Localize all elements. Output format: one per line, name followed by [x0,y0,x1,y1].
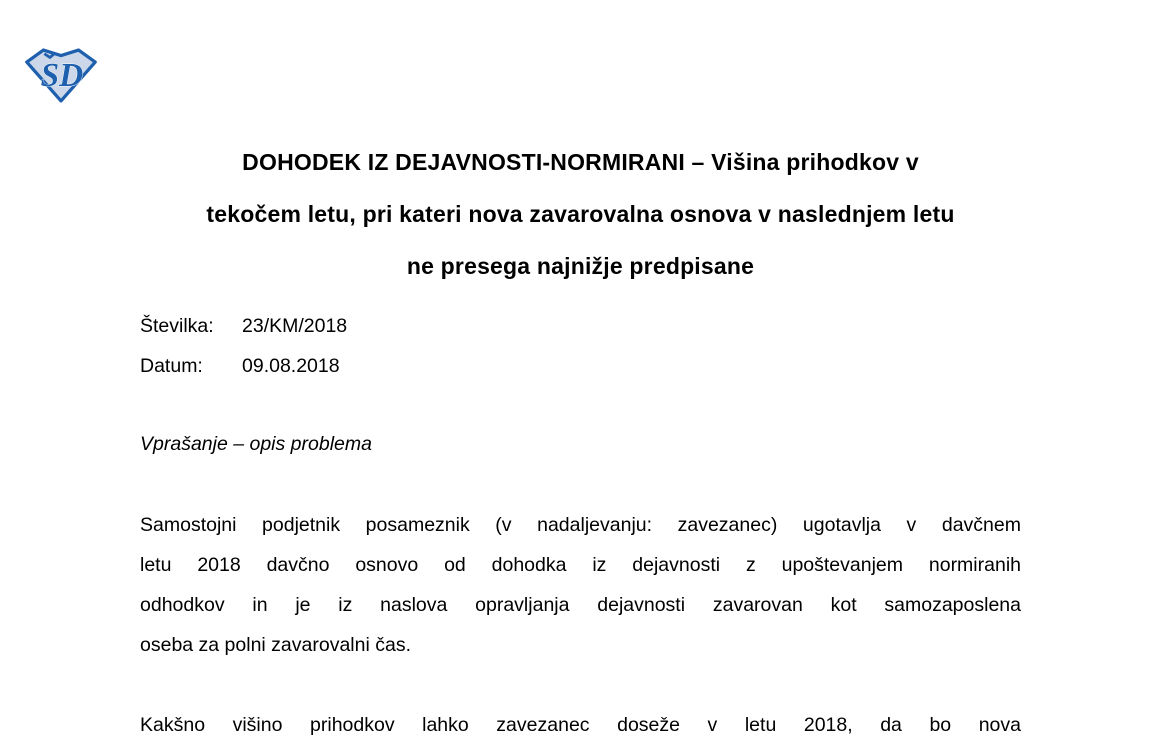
meta-value-date: 09.08.2018 [242,355,340,377]
meta-label-number: Številka: [140,315,214,337]
paragraph-2 [140,705,1021,743]
paragraph-line: oseba za polni zavarovalni čas. [140,634,411,656]
document-title-line-2: tekočem letu, pri kateri nova zavarovalna osnova v naslednjem letu [206,201,955,227]
logo-letters: SD [40,57,84,95]
document-title-line-3: ne presega najnižje predpisane [406,253,755,279]
document-title [140,136,1021,292]
section-heading: Vprašanje – opis problema [140,433,372,455]
document-body [140,0,1021,743]
meta-label-date: Datum: [140,355,203,377]
paragraph-line: odhodkov in je iz naslova opravljanja dejavnosti zavarovan kot samozaposlena [140,594,1021,616]
meta-row-date [140,346,1021,386]
paragraph-1 [140,505,1021,665]
document-title-line-1: DOHODEK IZ DEJAVNOSTI-NORMIRANI – Višina prihodkov v [242,149,919,175]
meta-value-number: 23/KM/2018 [242,315,348,337]
sd-logo [24,46,98,104]
document-meta [140,306,1021,386]
meta-row-number [140,306,1021,346]
paragraph-line: Kakšno višino prihodkov lahko zavezanec doseže v letu 2018, da bo nova [140,714,1021,736]
paragraph-line: letu 2018 davčno osnovo od dohodka iz dejavnosti z upoštevanjem normiranih [140,554,1021,576]
paragraph-line: Samostojni podjetnik posameznik (v nadaljevanju: zavezanec) ugotavlja v davčnem [140,514,1021,536]
